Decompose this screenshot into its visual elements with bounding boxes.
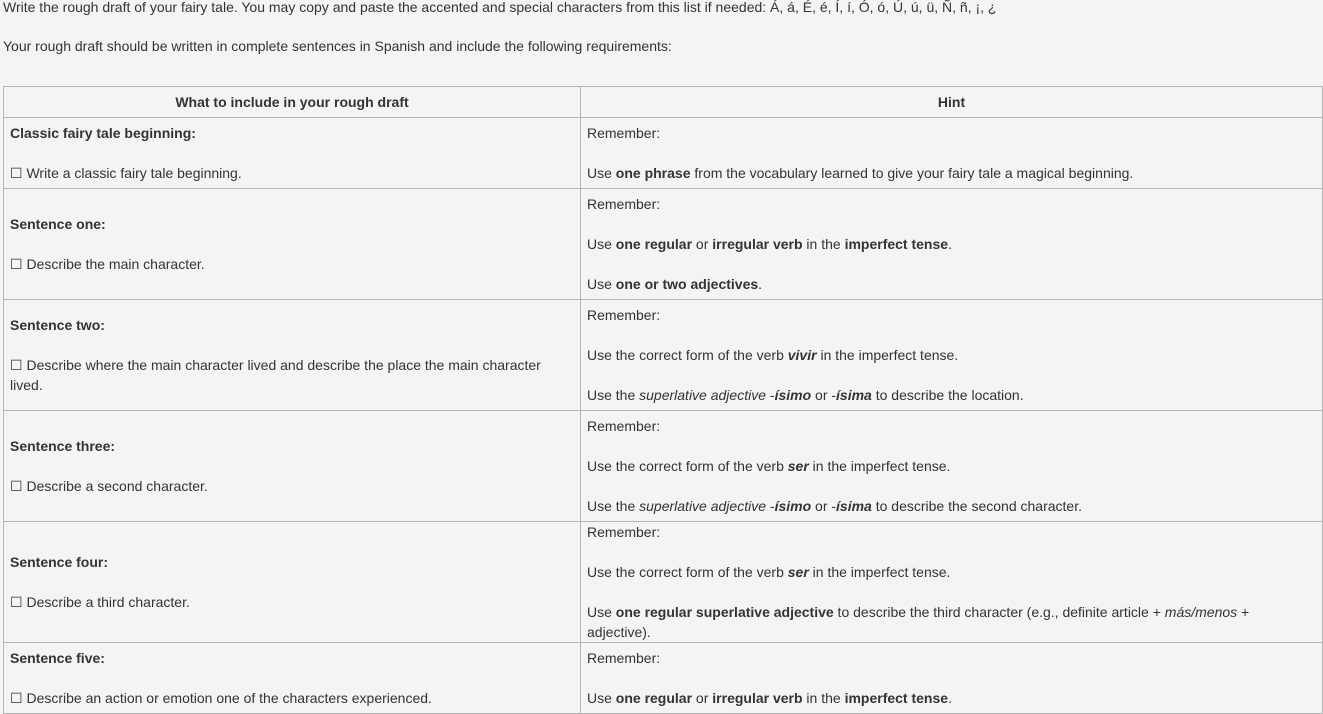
requirement-title: Sentence three: (10, 438, 116, 454)
hint-cell (581, 300, 1323, 411)
hint-segment: ísima (836, 498, 872, 514)
remember-label: Remember: (587, 524, 661, 540)
hint-segment: imperfect tense (844, 236, 949, 252)
remember-label: Remember: (587, 196, 661, 212)
hint-text (587, 345, 1316, 365)
requirement-title: Sentence two: (10, 317, 105, 333)
hint-segment: to describe the second character. (871, 498, 1082, 514)
hint-segment: in the imperfect tense. (808, 564, 951, 580)
table-row (4, 118, 1323, 189)
hint-segment: or (692, 236, 713, 252)
table-row (4, 522, 1323, 643)
hint-segment: one phrase (615, 165, 691, 181)
hint-segment: superlative adjective (639, 498, 766, 514)
hint-segment: Use the correct form of the verb (587, 564, 788, 580)
requirement-cell (4, 189, 581, 300)
instructions-text: Write the rough draft of your fairy tale. You may copy and paste the accented and special characters from this list if needed: Á, á, É, é, Í, í, Ó, ó, Ú, ú, ü, Ñ, ñ, ¡, ¿ (3, 0, 997, 15)
requirement-cell (4, 522, 581, 643)
remember-label: Remember: (587, 650, 661, 666)
table-header-row (4, 87, 1323, 118)
requirements-intro: Your rough draft should be written in complete sentences in Spanish and include the following requirements: (3, 38, 672, 54)
checkbox-icon: ☐ (10, 357, 23, 373)
hint-text (587, 456, 1316, 476)
hint-segment: ser (787, 458, 809, 474)
hint-segment: Use the (587, 498, 640, 514)
hint-text (587, 688, 1316, 708)
requirement-task: Describe a second character. (26, 478, 208, 494)
hint-segment: in the (802, 690, 845, 706)
hint-segment: in the (802, 236, 845, 252)
requirement-cell (4, 643, 581, 714)
hint-segment: Use the correct form of the verb (587, 347, 788, 363)
hint-segment: one regular (615, 236, 693, 252)
hint-segment: imperfect tense (844, 690, 949, 706)
checkbox-icon: ☐ (10, 690, 23, 706)
hint-segment: - (766, 387, 775, 403)
hint-cell (581, 411, 1323, 522)
hint-cell (581, 522, 1323, 643)
remember-label: Remember: (587, 125, 661, 141)
hint-segment: Use (587, 604, 616, 620)
hint-segment: . (758, 276, 763, 292)
hint-segment: or - (811, 498, 837, 514)
hint-segment: from the vocabulary learned to give your fairy tale a magical beginning. (690, 165, 1134, 181)
table-row (4, 189, 1323, 300)
hint-segment: . (948, 236, 952, 252)
hint-segment: one regular (615, 690, 693, 706)
hint-segment: superlative adjective (639, 387, 766, 403)
hint-cell (581, 118, 1323, 189)
hint-segment: Use the (587, 387, 640, 403)
requirement-cell (4, 118, 581, 189)
hint-segment: - (766, 498, 775, 514)
hint-segment: to describe the location. (871, 387, 1024, 403)
hint-cell (581, 643, 1323, 714)
hint-segment: ísima (836, 387, 872, 403)
hint-segment: irregular verb (712, 236, 803, 252)
hint-segment: Use the correct form of the verb (587, 458, 788, 474)
hint-segment: vivir (787, 347, 817, 363)
hint-segment: más/menos (1164, 604, 1238, 620)
requirements-table (3, 86, 1323, 714)
hint-segment: + adjective). (587, 604, 1250, 640)
checkbox-icon: ☐ (10, 256, 23, 272)
hint-segment: Use (587, 276, 616, 292)
requirement-task: Describe the main character. (26, 256, 205, 272)
hint-segment: irregular verb (712, 690, 803, 706)
hint-segment: one or two adjectives (615, 276, 759, 292)
remember-label: Remember: (587, 307, 661, 323)
hint-segment: ísimo (774, 387, 812, 403)
hint-segment: Use (587, 165, 616, 181)
requirement-title: Sentence five: (10, 650, 105, 666)
requirement-cell (4, 411, 581, 522)
hint-segment: or (692, 690, 713, 706)
requirement-title: Sentence four: (10, 554, 109, 570)
requirement-task: Describe where the main character lived and describe the place the main character lived. (10, 357, 541, 393)
hint-segment: Use (587, 236, 616, 252)
hint-text (587, 163, 1316, 183)
hint-text (587, 234, 1316, 254)
checkbox-icon: ☐ (10, 165, 23, 181)
requirement-cell (4, 300, 581, 411)
hint-segment: in the imperfect tense. (816, 347, 959, 363)
hint-text (587, 496, 1316, 516)
requirement-task: Write a classic fairy tale beginning. (26, 165, 242, 181)
requirement-title: Sentence one: (10, 216, 106, 232)
checkbox-icon: ☐ (10, 594, 23, 610)
hint-segment: ísimo (774, 498, 812, 514)
table-row (4, 411, 1323, 522)
requirement-task: Describe a third character. (26, 594, 190, 610)
checkbox-icon: ☐ (10, 478, 23, 494)
hint-segment: or - (811, 387, 837, 403)
table-row (4, 300, 1323, 411)
hint-segment: one regular superlative adjective (615, 604, 834, 620)
header-hint: Hint (581, 87, 1323, 118)
remember-label: Remember: (587, 418, 661, 434)
hint-text (587, 385, 1316, 405)
hint-segment: in the imperfect tense. (808, 458, 951, 474)
hint-segment: . (948, 690, 952, 706)
header-requirements: What to include in your rough draft (4, 87, 581, 118)
hint-text (587, 602, 1316, 642)
table-row (4, 643, 1323, 714)
hint-segment: to describe the third character (e.g., definite article + (833, 604, 1165, 620)
hint-text (587, 562, 1316, 582)
hint-segment: ser (787, 564, 809, 580)
hint-cell (581, 189, 1323, 300)
requirement-task: Describe an action or emotion one of the characters experienced. (26, 690, 432, 706)
requirement-title: Classic fairy tale beginning: (10, 125, 196, 141)
hint-segment: Use (587, 690, 616, 706)
hint-text (587, 274, 1316, 294)
